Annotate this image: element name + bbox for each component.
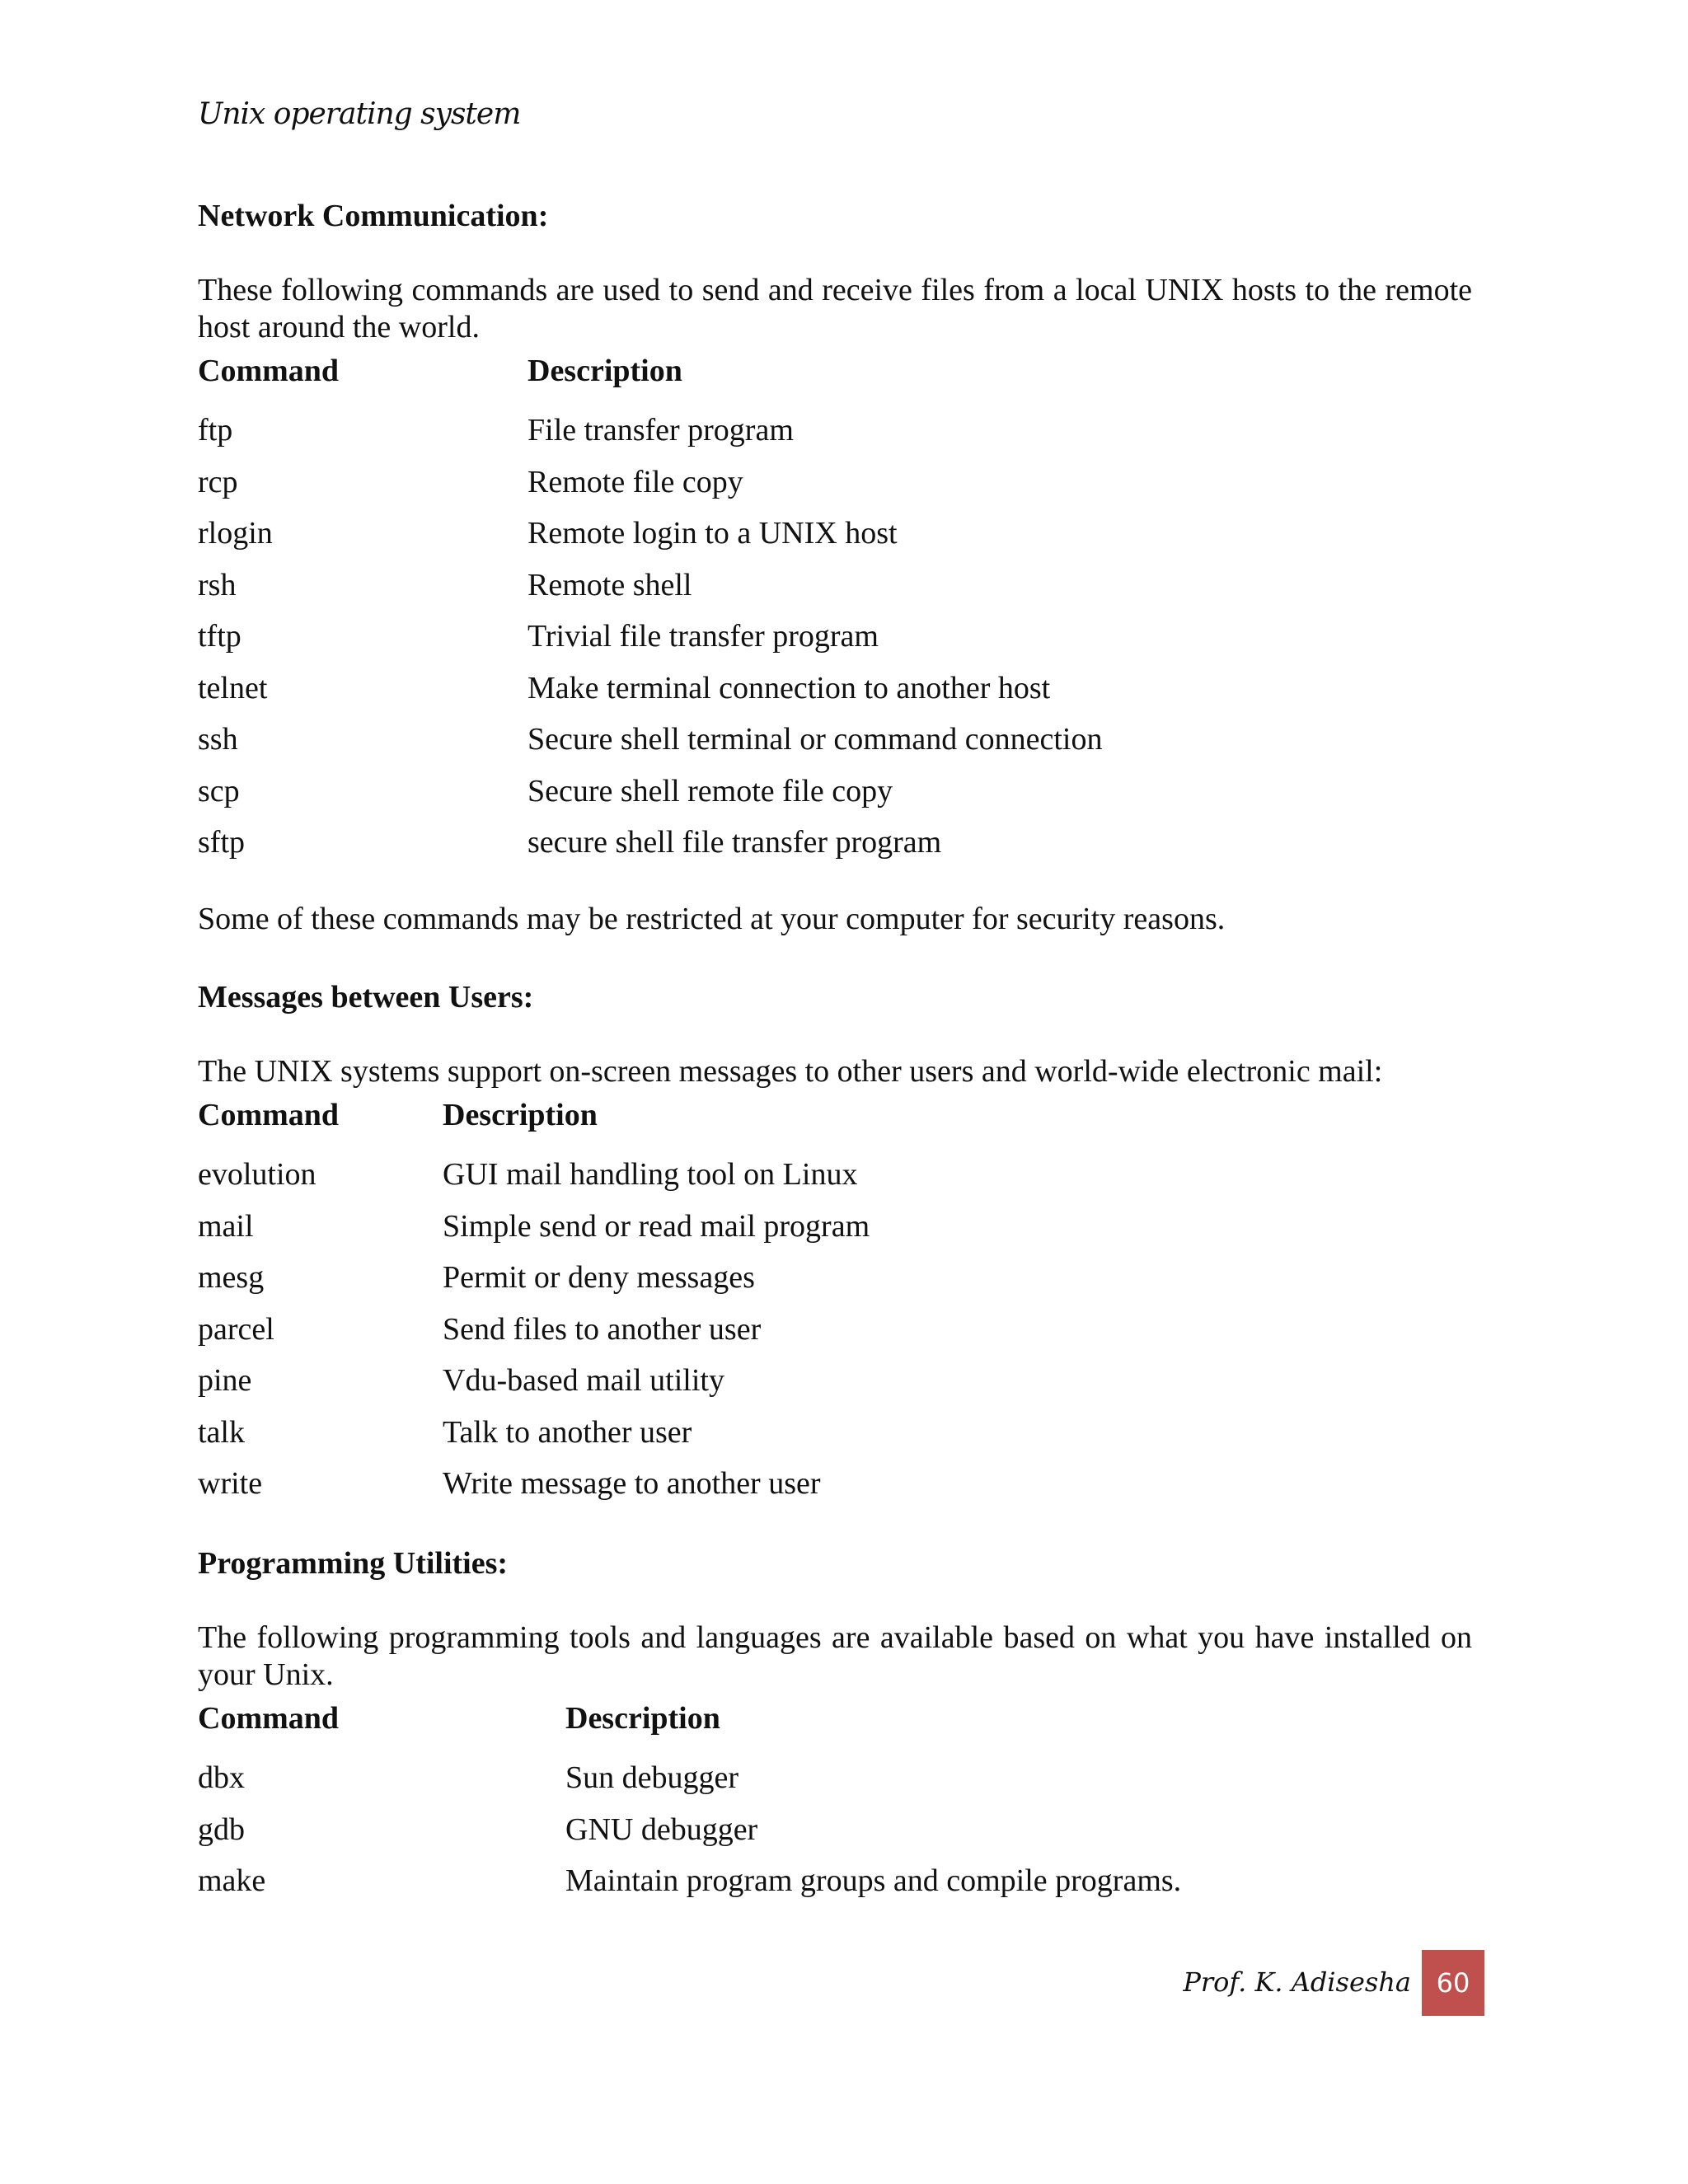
command-description: Secure shell terminal or command connection [528,722,1103,757]
command-description: Send files to another user [443,1311,762,1347]
command-name: dbx [198,1760,245,1795]
command-name: scp [198,773,240,808]
command-description: secure shell file transfer program [528,825,942,860]
command-description: Remote shell [528,567,692,602]
command-description: GNU debugger [565,1811,758,1847]
section-heading-network-communication: Network Communication: [198,199,549,233]
command-description: Remote file copy [528,464,743,499]
column-header-description: Description [443,1098,598,1132]
command-name: rsh [198,567,237,602]
command-name: rlogin [198,516,273,551]
command-description: Trivial file transfer program [528,619,879,654]
command-name: sftp [198,825,245,860]
command-name: tftp [198,619,241,654]
command-name: parcel [198,1311,274,1347]
command-name: write [198,1466,263,1501]
command-name: rcp [198,464,238,499]
command-description: Write message to another user [443,1466,821,1501]
command-name: telnet [198,670,268,705]
running-header: Unix operating system [198,97,521,131]
command-description: Remote login to a UNIX host [528,516,898,551]
command-description: Vdu-based mail utility [443,1363,724,1398]
column-header-command: Command [198,1701,340,1736]
security-note: Some of these commands may be restricted at your computer for security reasons. [198,902,1226,936]
command-description: Simple send or read mail program [443,1208,870,1244]
section-intro-network-communication: These following commands are used to send and receive files from a local UNIX hosts to the remote host around the world. [198,273,1472,344]
command-name: ftp [198,413,233,448]
section-intro-programming: The following programming tools and languages are available based on what you have installed on your Unix. [198,1620,1472,1692]
command-name: gdb [198,1811,245,1847]
command-name: ssh [198,722,238,757]
page-number-badge: 60 [1422,1950,1484,2016]
command-name: mail [198,1208,254,1244]
column-header-command: Command [198,354,340,388]
command-name: talk [198,1414,245,1450]
command-description: Secure shell remote file copy [528,773,893,808]
command-name: pine [198,1363,252,1398]
command-name: mesg [198,1260,265,1295]
command-description: Make terminal connection to another host [528,670,1051,705]
command-name: evolution [198,1157,316,1192]
column-header-description: Description [528,354,682,388]
command-description: File transfer program [528,413,794,448]
command-description: Sun debugger [565,1760,739,1795]
column-header-command: Command [198,1098,340,1132]
command-description: Permit or deny messages [443,1260,755,1295]
footer-author: Prof. K. Adisesha [1183,1966,1411,1998]
section-heading-programming-utilities: Programming Utilities: [198,1546,509,1581]
command-description: Maintain program groups and compile programs. [565,1863,1182,1898]
section-heading-messages-between-users: Messages between Users: [198,980,534,1015]
section-intro-messages: The UNIX systems support on-screen messages to other users and world-wide electronic mail: [198,1054,1383,1089]
command-name: make [198,1863,266,1898]
command-description: GUI mail handling tool on Linux [443,1157,858,1192]
command-description: Talk to another user [443,1414,692,1450]
column-header-description: Description [565,1701,720,1736]
